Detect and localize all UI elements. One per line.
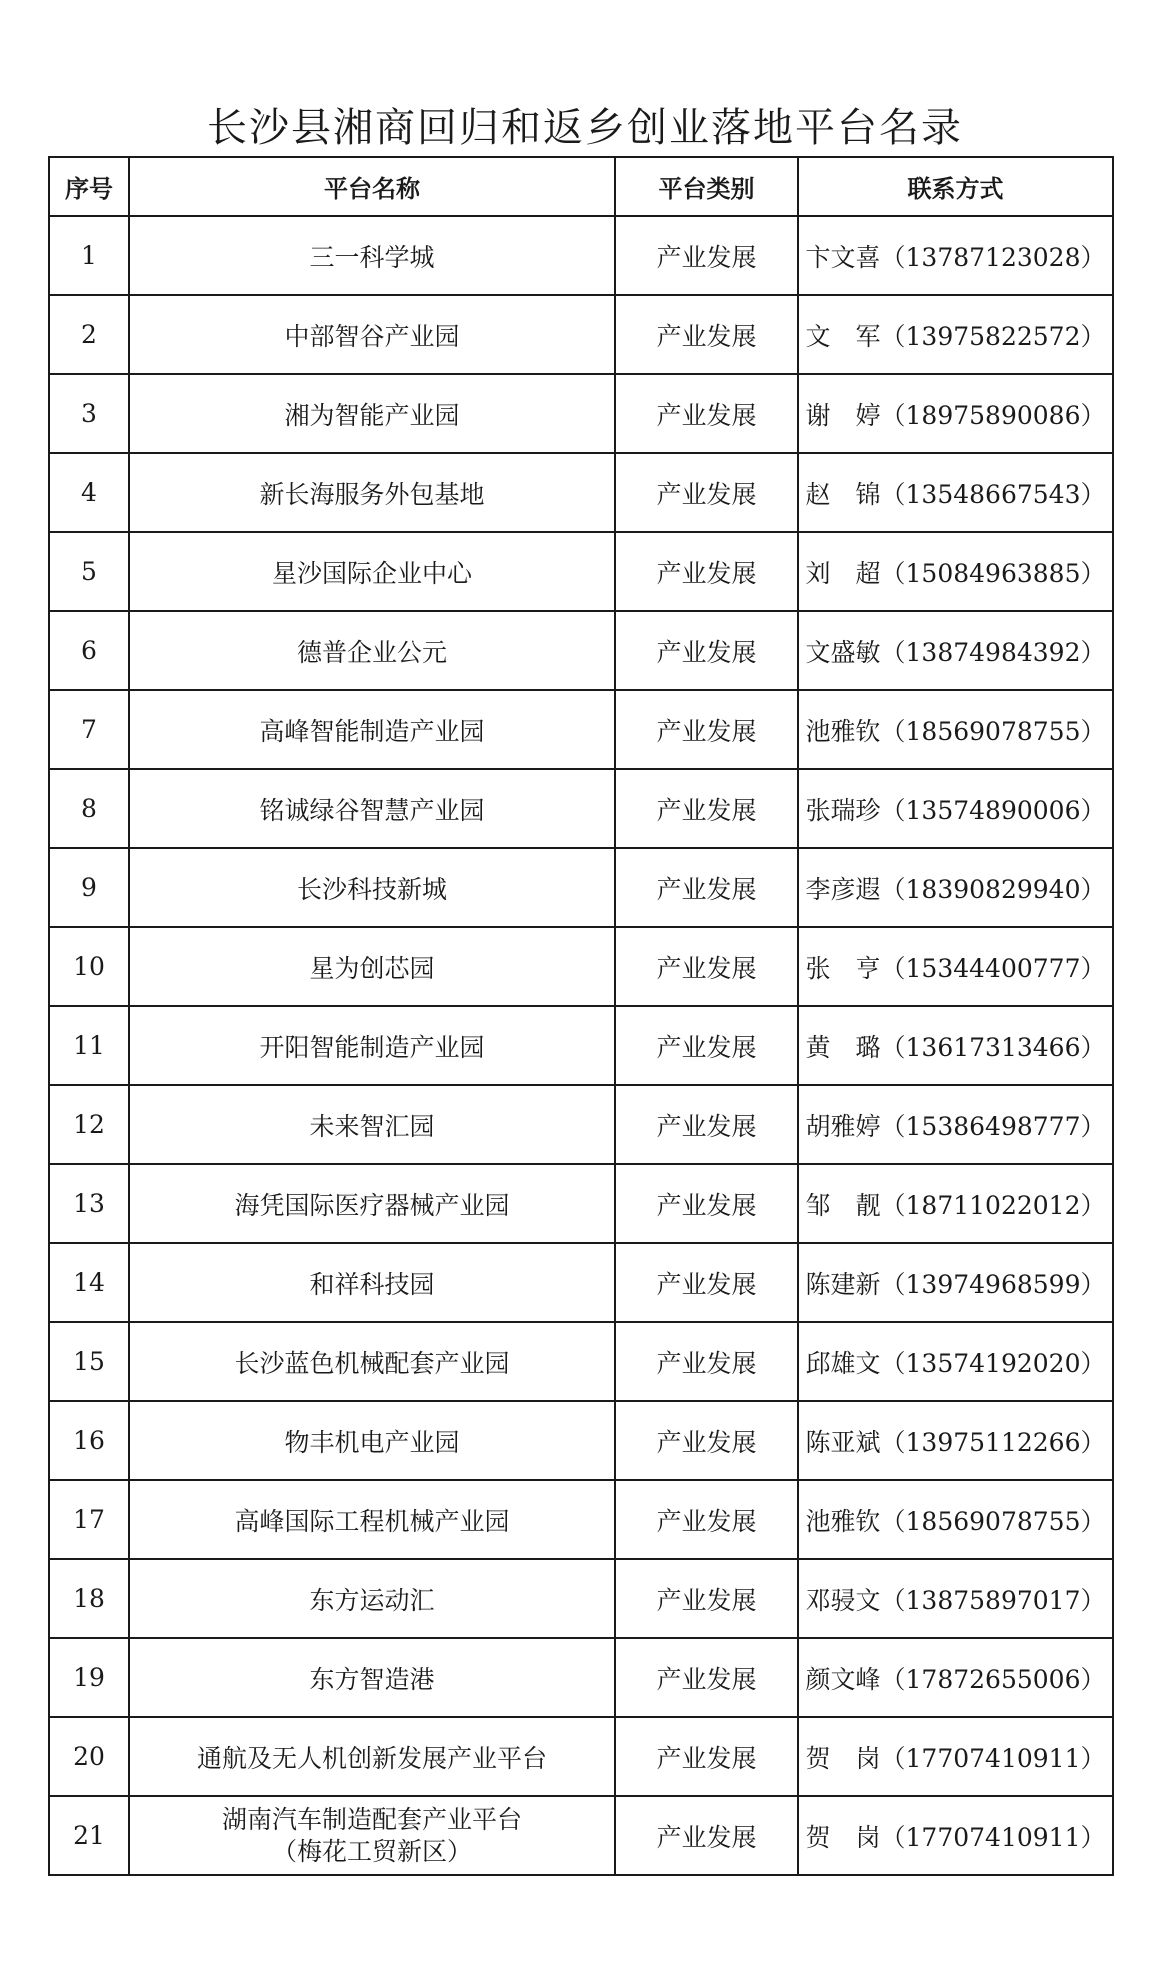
platform-type: 产业发展 <box>615 1401 798 1480</box>
table-row <box>49 1559 1113 1638</box>
table-row <box>49 611 1113 690</box>
row-number: 11 <box>49 1006 129 1085</box>
table-row <box>49 1796 1113 1875</box>
platform-type: 产业发展 <box>615 611 798 690</box>
platform-name-cell: 物丰机电产业园 <box>129 1401 615 1480</box>
row-number: 19 <box>49 1638 129 1717</box>
contact-info: 李彦遐（18390829940） <box>798 848 1113 927</box>
row-number: 6 <box>49 611 129 690</box>
contact-info: 陈建新（13974968599） <box>798 1243 1113 1322</box>
platform-type: 产业发展 <box>615 216 798 295</box>
row-number: 21 <box>49 1796 129 1875</box>
contact-info: 张 亨（15344400777） <box>798 927 1113 1006</box>
platform-type: 产业发展 <box>615 927 798 1006</box>
row-number: 9 <box>49 848 129 927</box>
contact-info: 陈亚斌（13975112266） <box>798 1401 1113 1480</box>
row-number: 3 <box>49 374 129 453</box>
platform-type: 产业发展 <box>615 848 798 927</box>
platform-type: 产业发展 <box>615 532 798 611</box>
platform-name-subtitle: （梅花工贸新区） <box>271 1836 472 1866</box>
platform-name-cell: 湘为智能产业园 <box>129 374 615 453</box>
platform-name-cell: 中部智谷产业园 <box>129 295 615 374</box>
platform-type: 产业发展 <box>615 1480 798 1559</box>
table-row <box>49 848 1113 927</box>
table-row <box>49 1717 1113 1796</box>
page-title: 长沙县湘商回归和返乡创业落地平台名录 <box>207 105 963 151</box>
table-row <box>49 295 1113 374</box>
column-header-platform-name: 平台名称 <box>129 157 615 216</box>
contact-info: 刘 超（15084963885） <box>798 532 1113 611</box>
table-row <box>49 927 1113 1006</box>
platform-type: 产业发展 <box>615 1085 798 1164</box>
platform-name-cell: 高峰国际工程机械产业园 <box>129 1480 615 1559</box>
row-number: 2 <box>49 295 129 374</box>
row-number: 18 <box>49 1559 129 1638</box>
row-number: 17 <box>49 1480 129 1559</box>
contact-info: 邹 靓（18711022012） <box>798 1164 1113 1243</box>
contact-info: 文 军（13975822572） <box>798 295 1113 374</box>
contact-info: 颜文峰（17872655006） <box>798 1638 1113 1717</box>
platform-name-cell: 和祥科技园 <box>129 1243 615 1322</box>
table-row <box>49 1006 1113 1085</box>
contact-info: 池雅钦（18569078755） <box>798 690 1113 769</box>
row-number: 4 <box>49 453 129 532</box>
platform-name-cell: 东方智造港 <box>129 1638 615 1717</box>
contact-info: 黄 璐（13617313466） <box>798 1006 1113 1085</box>
row-number: 1 <box>49 216 129 295</box>
contact-info: 邱雄文（13574192020） <box>798 1322 1113 1401</box>
table-row <box>49 1322 1113 1401</box>
platform-type: 产业发展 <box>615 374 798 453</box>
row-number: 5 <box>49 532 129 611</box>
contact-info: 胡雅婷（15386498777） <box>798 1085 1113 1164</box>
platform-name-cell: 铭诚绿谷智慧产业园 <box>129 769 615 848</box>
platform-name-cell: 星为创芯园 <box>129 927 615 1006</box>
table-row <box>49 1243 1113 1322</box>
table-row <box>49 1638 1113 1717</box>
row-number: 7 <box>49 690 129 769</box>
contact-info: 谢 婷（18975890086） <box>798 374 1113 453</box>
platform-name-cell: 长沙蓝色机械配套产业园 <box>129 1322 615 1401</box>
platform-table <box>48 156 1114 1876</box>
row-number: 10 <box>49 927 129 1006</box>
platform-type: 产业发展 <box>615 1717 798 1796</box>
row-number: 20 <box>49 1717 129 1796</box>
platform-type: 产业发展 <box>615 1559 798 1638</box>
table-row <box>49 1164 1113 1243</box>
platform-type: 产业发展 <box>615 1164 798 1243</box>
platform-name-cell: 通航及无人机创新发展产业平台 <box>129 1717 615 1796</box>
table-row <box>49 1480 1113 1559</box>
contact-info: 贺 岗（17707410911） <box>798 1717 1113 1796</box>
platform-type: 产业发展 <box>615 1796 798 1875</box>
table-row <box>49 374 1113 453</box>
platform-name-cell: 星沙国际企业中心 <box>129 532 615 611</box>
platform-type: 产业发展 <box>615 1006 798 1085</box>
platform-type: 产业发展 <box>615 1638 798 1717</box>
table-row <box>49 532 1113 611</box>
row-number: 12 <box>49 1085 129 1164</box>
platform-name-cell: 德普企业公元 <box>129 611 615 690</box>
platform-name-cell: 东方运动汇 <box>129 1559 615 1638</box>
row-number: 14 <box>49 1243 129 1322</box>
platform-name: 湖南汽车制造配套产业平台 <box>221 1804 522 1834</box>
platform-name-cell: 开阳智能制造产业园 <box>129 1006 615 1085</box>
table-body <box>49 216 1113 1875</box>
table-row <box>49 453 1113 532</box>
contact-info: 贺 岗（17707410911） <box>798 1796 1113 1875</box>
contact-info: 池雅钦（18569078755） <box>798 1480 1113 1559</box>
table-header-row <box>49 157 1113 216</box>
platform-name-cell: 三一科学城 <box>129 216 615 295</box>
platform-name-cell: 新长海服务外包基地 <box>129 453 615 532</box>
platform-name-cell: 未来智汇园 <box>129 1085 615 1164</box>
table-row <box>49 769 1113 848</box>
contact-info: 张瑞珍（13574890006） <box>798 769 1113 848</box>
row-number: 8 <box>49 769 129 848</box>
table-row <box>49 1085 1113 1164</box>
platform-type: 产业发展 <box>615 295 798 374</box>
platform-type: 产业发展 <box>615 1243 798 1322</box>
table-row <box>49 690 1113 769</box>
platform-type: 产业发展 <box>615 690 798 769</box>
contact-info: 赵 锦（13548667543） <box>798 453 1113 532</box>
platform-name-cell: 高峰智能制造产业园 <box>129 690 615 769</box>
platform-name-cell: 海凭国际医疗器械产业园 <box>129 1164 615 1243</box>
platform-name-cell <box>129 1796 615 1875</box>
platform-name-cell: 长沙科技新城 <box>129 848 615 927</box>
row-number: 16 <box>49 1401 129 1480</box>
row-number: 15 <box>49 1322 129 1401</box>
platform-type: 产业发展 <box>615 769 798 848</box>
column-header-number: 序号 <box>49 157 129 216</box>
column-header-contact: 联系方式 <box>798 157 1113 216</box>
column-header-platform-type: 平台类别 <box>615 157 798 216</box>
table-row <box>49 1401 1113 1480</box>
platform-type: 产业发展 <box>615 453 798 532</box>
contact-info: 卞文喜（13787123028） <box>798 216 1113 295</box>
platform-type: 产业发展 <box>615 1322 798 1401</box>
row-number: 13 <box>49 1164 129 1243</box>
contact-info: 文盛敏（13874984392） <box>798 611 1113 690</box>
table-row <box>49 216 1113 295</box>
contact-info: 邓骎文（13875897017） <box>798 1559 1113 1638</box>
